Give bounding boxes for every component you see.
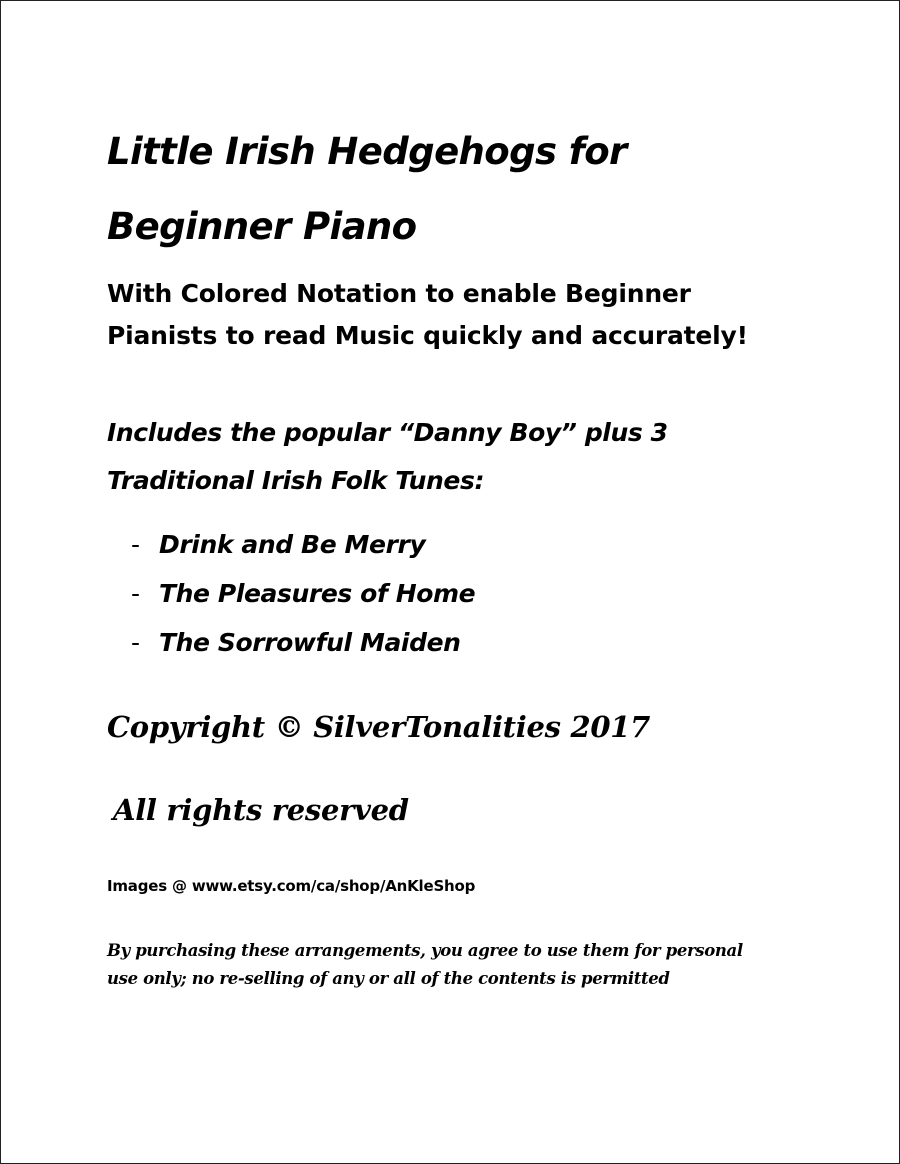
- title-line-1: Little Irish Hedgehogs for: [107, 130, 627, 173]
- copyright-notice: Copyright © SilverTonalities 2017: [107, 710, 650, 744]
- list-bullet: -: [131, 579, 140, 608]
- includes-heading: [107, 409, 668, 505]
- usage-disclaimer: [107, 937, 743, 993]
- tune-name: The Pleasures of Home: [159, 579, 476, 608]
- subtitle-line-2: Pianists to read Music quickly and accurately!: [107, 321, 748, 350]
- title-line-2: Beginner Piano: [107, 205, 417, 248]
- includes-line-1: Includes the popular “Danny Boy” plus 3: [107, 418, 668, 447]
- disclaimer-line-2: use only; no re-selling of any or all of the contents is permitted: [107, 969, 670, 988]
- images-credit: Images @ www.etsy.com/ca/shop/AnKleShop: [107, 877, 476, 895]
- tune-list: [131, 520, 475, 667]
- list-bullet: -: [131, 530, 140, 559]
- tune-name: Drink and Be Merry: [159, 530, 426, 559]
- list-bullet: -: [131, 628, 140, 657]
- subtitle-line-1: With Colored Notation to enable Beginner: [107, 279, 691, 308]
- list-item: [131, 618, 475, 667]
- page-title: [107, 114, 627, 264]
- rights-reserved: All rights reserved: [113, 793, 409, 827]
- tune-name: The Sorrowful Maiden: [159, 628, 461, 657]
- list-item: [131, 520, 475, 569]
- includes-line-2: Traditional Irish Folk Tunes:: [107, 466, 485, 495]
- disclaimer-line-1: By purchasing these arrangements, you agree to use them for personal: [107, 941, 743, 960]
- list-item: [131, 569, 475, 618]
- subtitle: [107, 273, 748, 357]
